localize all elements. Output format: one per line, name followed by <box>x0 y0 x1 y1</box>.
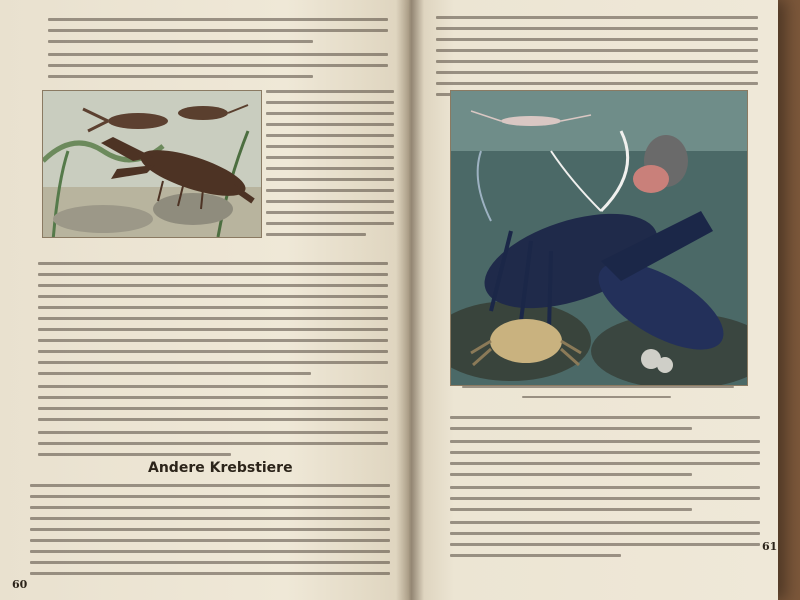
crayfish-illustration <box>42 90 262 238</box>
page-number-left: 60 <box>12 578 28 591</box>
lobster-illustration <box>450 90 748 386</box>
left-text-beside-image <box>266 90 394 244</box>
left-body-text-middle <box>38 262 388 464</box>
book-gutter <box>396 0 424 600</box>
left-body-text-bottom <box>30 484 390 583</box>
right-body-text-middle <box>450 416 760 565</box>
section-heading: Andere Krebstiere <box>148 460 293 476</box>
left-body-text-top <box>48 18 388 86</box>
lobster-caption <box>462 386 734 406</box>
page-number-right: 61 <box>762 540 778 553</box>
right-page <box>410 0 778 600</box>
